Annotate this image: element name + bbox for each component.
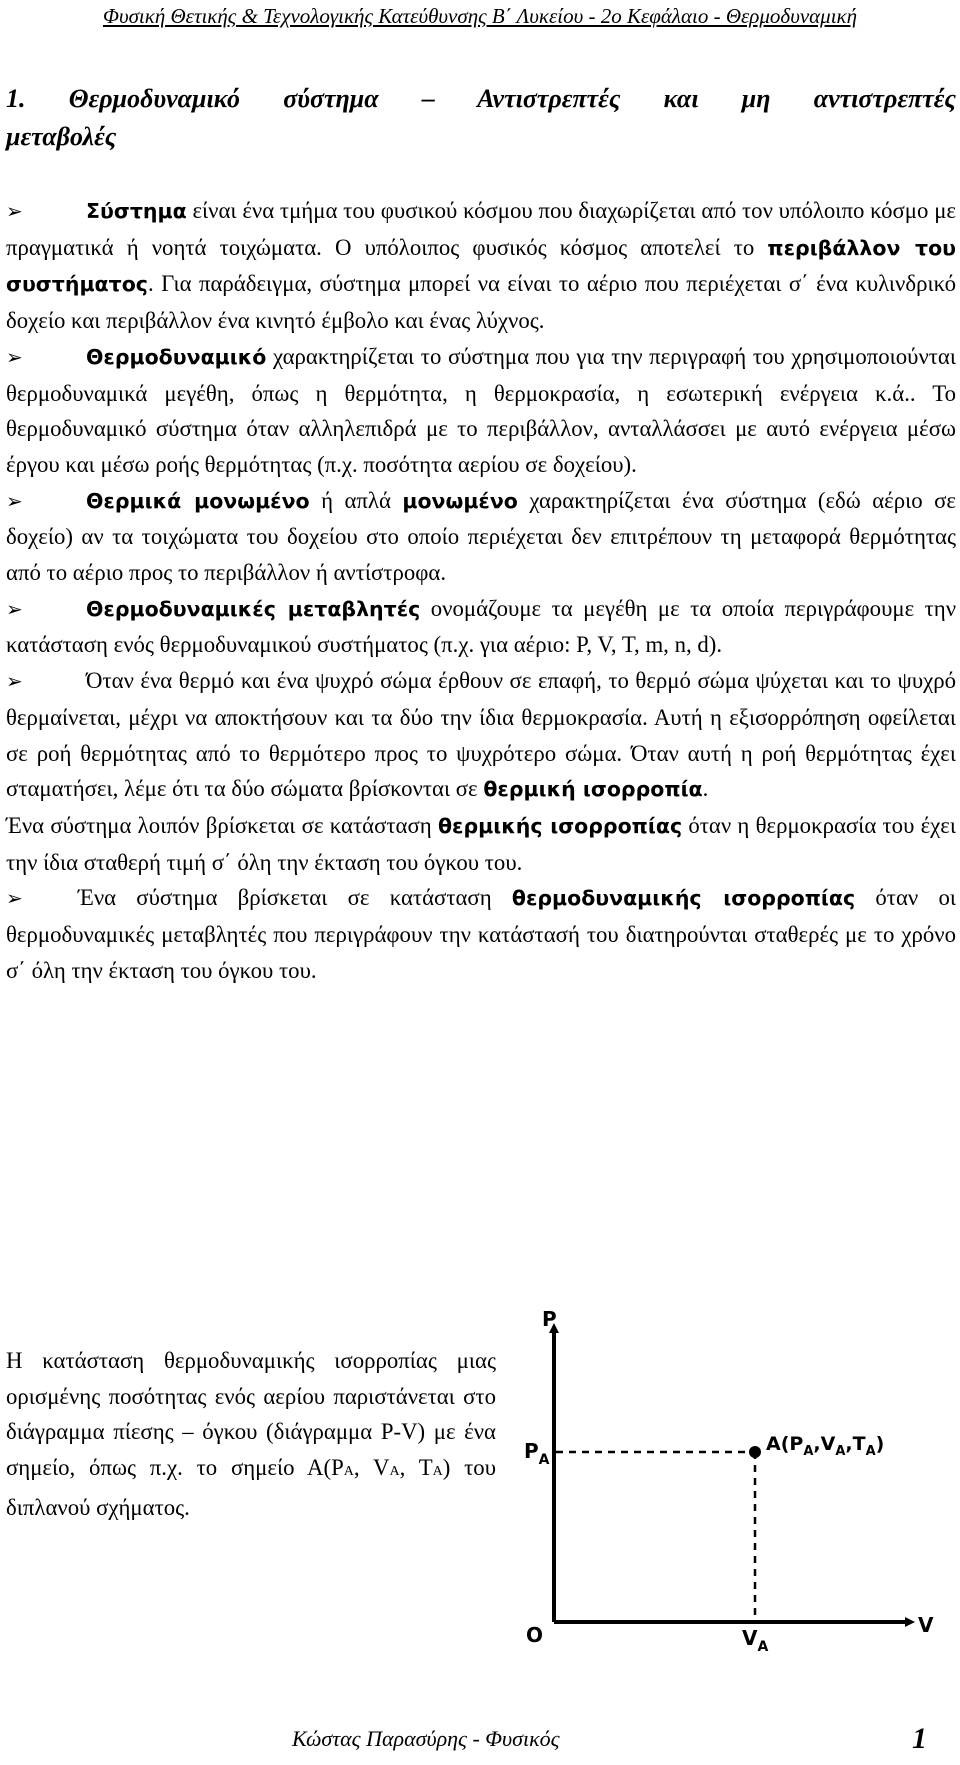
- text: , T: [399, 1455, 433, 1481]
- point-label-sub: A: [865, 1444, 876, 1459]
- pa-label: [524, 1439, 550, 1468]
- pv-diagram-svg: [520, 1300, 940, 1655]
- text: ή απλά: [309, 487, 403, 513]
- section-title: [6, 80, 956, 156]
- text: ) του διπλανού σχήματος.: [6, 1455, 496, 1520]
- text: ονομάζουμε τα μεγέθη με τα οποία περιγράφουμε την κατάσταση ενός θερμοδυναμικού συστήματος (π.χ. για αέριο: P, V, T, m, n, d).: [6, 595, 957, 658]
- diagram-description: [6, 1343, 496, 1526]
- text: όταν η θερμοκρασία του έχει την ίδια σταθερή τιμή σ΄ όλη την έκταση του όγκου του.: [6, 812, 956, 875]
- term-insulated: μονωμένο: [402, 488, 518, 513]
- axis-label-v: V: [918, 1613, 934, 1637]
- main-content: [6, 193, 956, 988]
- text: Ένα σύστημα βρίσκεται σε κατάσταση: [78, 885, 512, 911]
- point-label-part: ,T: [845, 1433, 866, 1455]
- section-title-line-1: 1. Θερμοδυναμικό σύστημα – Αντιστρεπτές και μη αντιστρεπτές: [6, 84, 956, 113]
- pv-diagram: [520, 1300, 940, 1655]
- point-label-part: ,V: [813, 1433, 836, 1455]
- term-system: Σύστημα: [86, 199, 187, 223]
- va-label: [742, 1626, 768, 1655]
- text: Όταν ένα θερμό και ένα ψυχρό σώμα έρθουν σε επαφή, το θερμό σώμα ψύχεται και το ψυχρό θερμαίνεται, μέχρι να αποκτήσουν και τα δύο την ίδια θερμοκρασία. Αυτή η εξισορρόπηση οφείλεται σε ροή θερμότητας από το θερμότερο προς το ψυχρότερο σώμα. Όταν αυτή η ροή θερμότητας έχει σταματήσει, λέμε ότι τα δύο σώματα βρίσκονται σε: [6, 668, 956, 802]
- subscript: A: [389, 1464, 400, 1480]
- subscript: A: [343, 1464, 354, 1480]
- bullet-arrow-icon: ➢: [6, 199, 23, 223]
- axis-label-p: P: [542, 1307, 557, 1331]
- bullet-arrow-icon: ➢: [6, 669, 23, 694]
- va-sub: A: [757, 1639, 769, 1655]
- point-label-part: ): [875, 1433, 885, 1455]
- bullet-arrow-icon: ➢: [6, 488, 23, 513]
- text: , V: [353, 1455, 390, 1481]
- paragraph-thermal-equilibrium-state: [6, 808, 956, 880]
- paragraph-system: [6, 193, 956, 339]
- text: χαρακτηρίζεται το σύστημα που για την περιγραφή του χρησιμοποιούνται θερμοδυναμικά μεγέθη, όπως η θερμότητα, η θερμοκρασία, η εσωτερική ενέργεια κ.ά.. Το θερμοδυναμικό σύστημα όταν αλληλεπιδρά με το περιβάλλον, ανταλλάσσει με αυτό ενέργεια μέσω έργου και μέσω ροής θερμότητας (π.χ. ποσότητα αερίου σε δοχείου).: [6, 343, 956, 477]
- bullet-arrow-icon: ➢: [6, 596, 23, 621]
- point-label-sub: A: [803, 1444, 814, 1459]
- va-main: V: [742, 1626, 758, 1650]
- point-label-part: A(P: [766, 1433, 804, 1455]
- paragraph-thermodynamic-equilibrium: [6, 880, 956, 988]
- footer-author: Κώστας Παρασύρης - Φυσικός: [292, 1726, 560, 1751]
- paragraph-pv-state: [6, 1343, 496, 1526]
- bullet-arrow-icon: ➢: [6, 886, 23, 911]
- text: .: [702, 776, 709, 802]
- point-label-sub: A: [835, 1444, 846, 1459]
- term-thermodynamic: Θερμοδυναμικό: [86, 344, 267, 369]
- text: χαρακτηρίζεται ένα σύστημα (εδώ αέριο σε δοχείο) αν τα τοιχώματα του δοχείου στο οποίο περιέχεται δεν επιτρέπουν τη μεταφορά θερμότητας από το αέριο προς το περιβάλλον ή αντίστροφα.: [6, 487, 956, 586]
- term-environment: περιβάλλον του συστήματος: [6, 235, 956, 297]
- term-thermal-equilibrium-genitive: θερμικής ισορροπίας: [437, 813, 683, 838]
- text: Η κατάσταση θερμοδυναμικής ισορροπίας μιας ορισμένης ποσότητας ενός αερίου παριστάνεται στο διάγραμμα πίεσης – όγκου (διάγραμμα P-V) με ένα σημείο, όπως π.χ. το σημείο Α(P: [6, 1348, 496, 1481]
- origin-label: O: [526, 1623, 544, 1647]
- paragraph-insulated: [6, 483, 956, 591]
- subscript: A: [432, 1464, 443, 1480]
- page-header: Φυσική Θετικής & Τεχνολογικής Κατεύθυνσης Β΄ Λυκείου - 2ο Κεφάλαιο - Θερμοδυναμική: [102, 4, 858, 28]
- page-number: 1: [912, 1722, 927, 1755]
- text: Ένα σύστημα λοιπόν βρίσκεται σε κατάσταση: [6, 812, 438, 838]
- bullet-arrow-icon: ➢: [6, 344, 23, 369]
- term-thermodynamic-equilibrium: θερμοδυναμικής ισορροπίας: [511, 886, 856, 911]
- text: όταν οι θερμοδυναμικές μεταβλητές που περιγράφουν την κατάστασή του διατηρούνται σταθερές με το χρόνο σ΄ όλη την έκταση του όγκου του.: [6, 885, 956, 983]
- pa-main: P: [524, 1439, 539, 1463]
- paragraph-variables: [6, 591, 956, 663]
- term-thermal-equilibrium: θερμική ισορροπία: [483, 777, 703, 802]
- pa-sub: A: [538, 1452, 550, 1468]
- point-a: [749, 1446, 761, 1458]
- term-thermally-insulated: Θερμικά μονωμένο: [86, 488, 310, 513]
- text: είναι ένα τμήμα του φυσικού κόσμου που διαχωρίζεται από τον υπόλοιπο κόσμο με πραγματικά ή νοητά τοιχώματα. Ο υπόλοιπος φυσικός κόσμος αποτελεί το: [6, 198, 956, 260]
- section-title-line-2: μεταβολές: [6, 122, 117, 151]
- text: . Για παράδειγμα, σύστημα μπορεί να είναι το αέριο που περιέχεται σ΄ ένα κυλινδρικό δοχείο και περιβάλλον ένα κινητό έμβολο και ένας λύχνος.: [6, 271, 956, 334]
- paragraph-thermodynamic: [6, 339, 956, 483]
- paragraph-thermal-equilibrium: [6, 663, 956, 808]
- point-a-label: [766, 1433, 884, 1459]
- term-variables: Θερμοδυναμικές μεταβλητές: [86, 596, 421, 621]
